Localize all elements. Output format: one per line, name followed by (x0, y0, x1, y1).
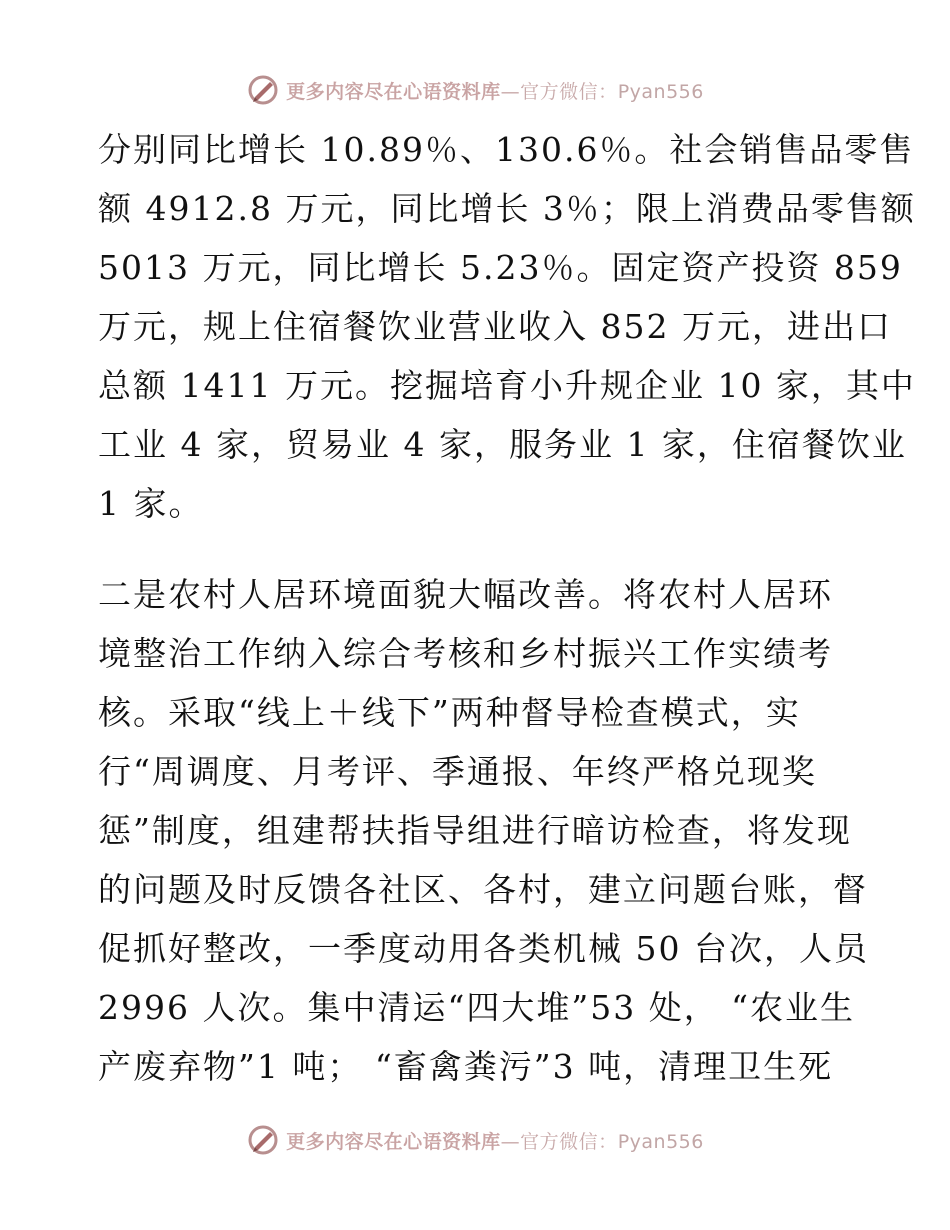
header-watermark (0, 70, 950, 110)
watermark-text (286, 77, 704, 104)
text-line: 核。采取“线上＋线下”两种督导检查模式，实 (98, 693, 801, 732)
footer-watermark (0, 1120, 950, 1160)
text-line: 工业 4 家，贸易业 4 家，服务业 1 家，住宿餐饮业 (98, 425, 907, 464)
watermark-account-label: 官方微信： (520, 80, 618, 103)
pen-logo-icon (246, 1123, 280, 1157)
paragraph-2 (98, 565, 869, 1096)
document-body (98, 120, 916, 1096)
text-line: 2996 人次。集中清运“四大堆”53 处， “农业生 (98, 988, 856, 1027)
text-line: 1 家。 (98, 484, 204, 523)
paragraph-1 (98, 120, 916, 533)
watermark-account-id: Pyan556 (617, 80, 704, 103)
paragraph-gap (98, 533, 858, 565)
text-line: 分别同比增长 10.89％、130.6％。社会销售品零售 (98, 130, 915, 169)
watermark-brand: 更多内容尽在心语资料库 (286, 1130, 501, 1153)
text-line: 额 4912.8 万元，同比增长 3％；限上消费品零售额 (98, 189, 916, 228)
watermark-account-label: 官方微信： (520, 1130, 618, 1153)
watermark-account-id: Pyan556 (617, 1130, 704, 1153)
text-line: 5013 万元，同比增长 5.23％。固定资产投资 859 (98, 248, 903, 287)
text-line: 二是农村人居环境面貌大幅改善。将农村人居环 (98, 575, 833, 614)
text-line: 促抓好整改，一季度动用各类机械 50 台次，人员 (98, 929, 869, 968)
text-line: 的问题及时反馈各社区、各村，建立问题台账，督 (98, 870, 868, 909)
watermark-text (286, 1127, 704, 1154)
text-line: 产废弃物”1 吨； “畜禽粪污”3 吨，清理卫生死 (98, 1047, 834, 1086)
text-line: 万元，规上住宿餐饮业营业收入 852 万元，进出口 (98, 307, 892, 346)
text-line: 惩”制度，组建帮扶指导组进行暗访检查，将发现 (98, 811, 852, 850)
watermark-separator: — (500, 80, 521, 103)
text-line: 总额 1411 万元。挖掘培育小升规企业 10 家，其中 (98, 366, 916, 405)
text-line: 境整治工作纳入综合考核和乡村振兴工作实绩考 (98, 634, 833, 673)
watermark-brand: 更多内容尽在心语资料库 (286, 80, 501, 103)
watermark-separator: — (500, 1130, 521, 1153)
text-line: 行“周调度、月考评、季通报、年终严格兑现奖 (98, 752, 817, 791)
pen-logo-icon (246, 73, 280, 107)
